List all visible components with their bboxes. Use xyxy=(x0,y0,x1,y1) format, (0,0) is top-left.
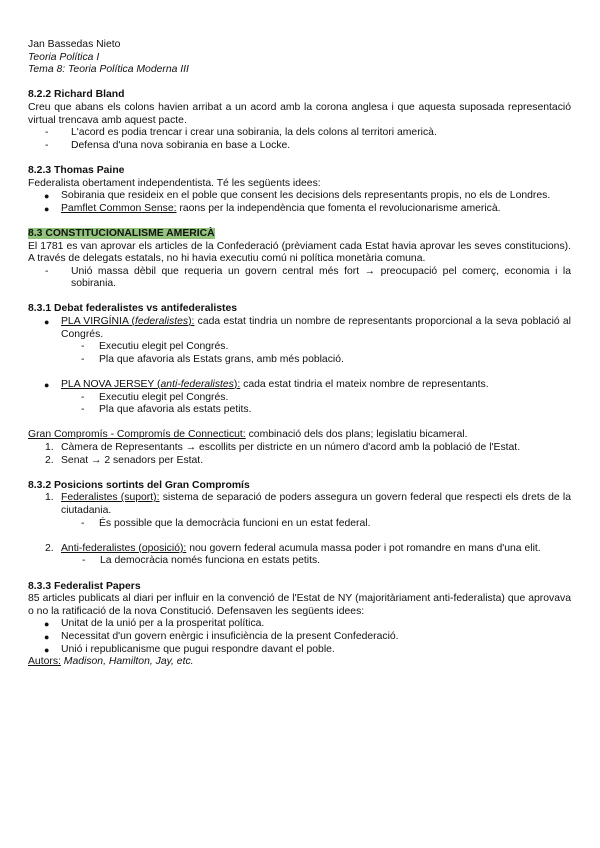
bland-intro: Creu que abans els colons havien arribat a un acord amb la corona anglesa i que aquesta suposada representació virtual trencava amb aquest pacte. xyxy=(28,101,571,126)
author-name: Jan Bassedas Nieto xyxy=(28,39,121,50)
list-item: - Executiu elegit pel Congrés. xyxy=(81,341,229,353)
section-heading-paine: 8.2.3 Thomas Paine xyxy=(28,164,125,176)
section-heading-papers: 8.3.3 Federalist Papers xyxy=(28,580,141,592)
list-item: - Pla que afavoria als Estats grans, amb més població. xyxy=(81,353,344,365)
authors-line: Autors: Madison, Hamilton, Jay, etc. xyxy=(28,656,194,668)
list-item-jersey: ● PLA NOVA JERSEY (anti-federalistes): cada estat tindria el mateix nombre de representants. xyxy=(44,379,489,391)
section-heading-debat: 8.3.1 Debat federalistes vs antifederalistes xyxy=(28,303,238,315)
section-heading-posicions: 8.3.2 Posicions sortints del Gran Compromís xyxy=(28,479,250,491)
paine-intro: Federalista obertament independentista. Té les següents idees: xyxy=(28,177,321,189)
document-page xyxy=(28,39,571,669)
list-item: - Defensa d'una nova sobirania en base a Locke. xyxy=(45,139,291,151)
list-item-federalistes: 1. Federalistes (suport): sistema de separació de poders assegura un govern federal que respecti els drets de la ciutadania. xyxy=(45,492,571,516)
list-item: ● Pamflet Common Sense: raons per la independència que fomenta el revolucionarisme americà. xyxy=(44,202,501,214)
list-item: ● Sobirania que resideix en el poble que consent les decisions dels representants propis, no els de Londres. xyxy=(44,190,551,202)
list-item: - És possible que la democràcia funcioni en un estat federal. xyxy=(81,517,371,529)
papers-paragraph: 85 articles publicats al diari per influir en la convenció de l'Estat de NY (majoritàriament anti-federalista) que aprovava o no la ratificació de la nova Constitució. Defensaven les següents idees: xyxy=(28,593,571,617)
list-item: ● Unió i republicanisme que pugui respondre davant el poble. xyxy=(44,643,335,655)
list-item: - Unió massa dèbil que requeria un govern central més fort → preocupació pel comerç, economia i la sobirania. xyxy=(45,265,571,290)
section-heading-bland: 8.2.2 Richard Bland xyxy=(28,89,125,101)
course-name: Teoria Política I xyxy=(28,51,100,63)
list-item-virginia: ● PLA VIRGÍNIA (federalistes): cada estat tindria un nombre de representants proporcional a la seva població al Congrés. xyxy=(44,316,571,340)
list-item: - La democràcia només funciona en estats petits. xyxy=(82,555,321,567)
list-item: - Executiu elegit pel Congrés. xyxy=(81,391,229,403)
compromis-paragraph: Gran Compromís - Compromís de Connecticut: combinació dels dos plans; legislatiu bicameral. xyxy=(28,429,468,441)
list-item: - L'acord es podia trencar i crear una sobirania, la dels colons al territori americà. xyxy=(45,127,437,139)
list-item-antifederalistes: 2. Anti-federalistes (oposició): nou govern federal acumula massa poder i pot romandre en mans d'una elit. xyxy=(45,542,541,554)
list-item: 2. Senat → 2 senadors per Estat. xyxy=(45,454,204,466)
section-heading-constitucionalisme: 8.3 CONSTITUCIONALISME AMERICÀ xyxy=(28,227,215,239)
constit-paragraph: El 1781 es van aprovar els articles de la Confederació (prèviament cada Estat havia aprovar les seves constitucions). A través de delegats estatals, no hi havia executiu comú ni política monetària comuna. xyxy=(28,240,571,265)
list-item: ● Unitat de la unió per a la prosperitat política. xyxy=(44,618,265,630)
list-item: 1. Càmera de Representants → escollits per districte en un número d'acord amb la població de l'Estat. xyxy=(45,442,521,453)
topic-title: Tema 8: Teoria Política Moderna III xyxy=(28,64,189,76)
list-item: ● Necessitat d'un govern enèrgic i insuficiència de la present Confederació. xyxy=(44,630,399,642)
list-item: - Pla que afavoria als estats petits. xyxy=(81,404,252,416)
